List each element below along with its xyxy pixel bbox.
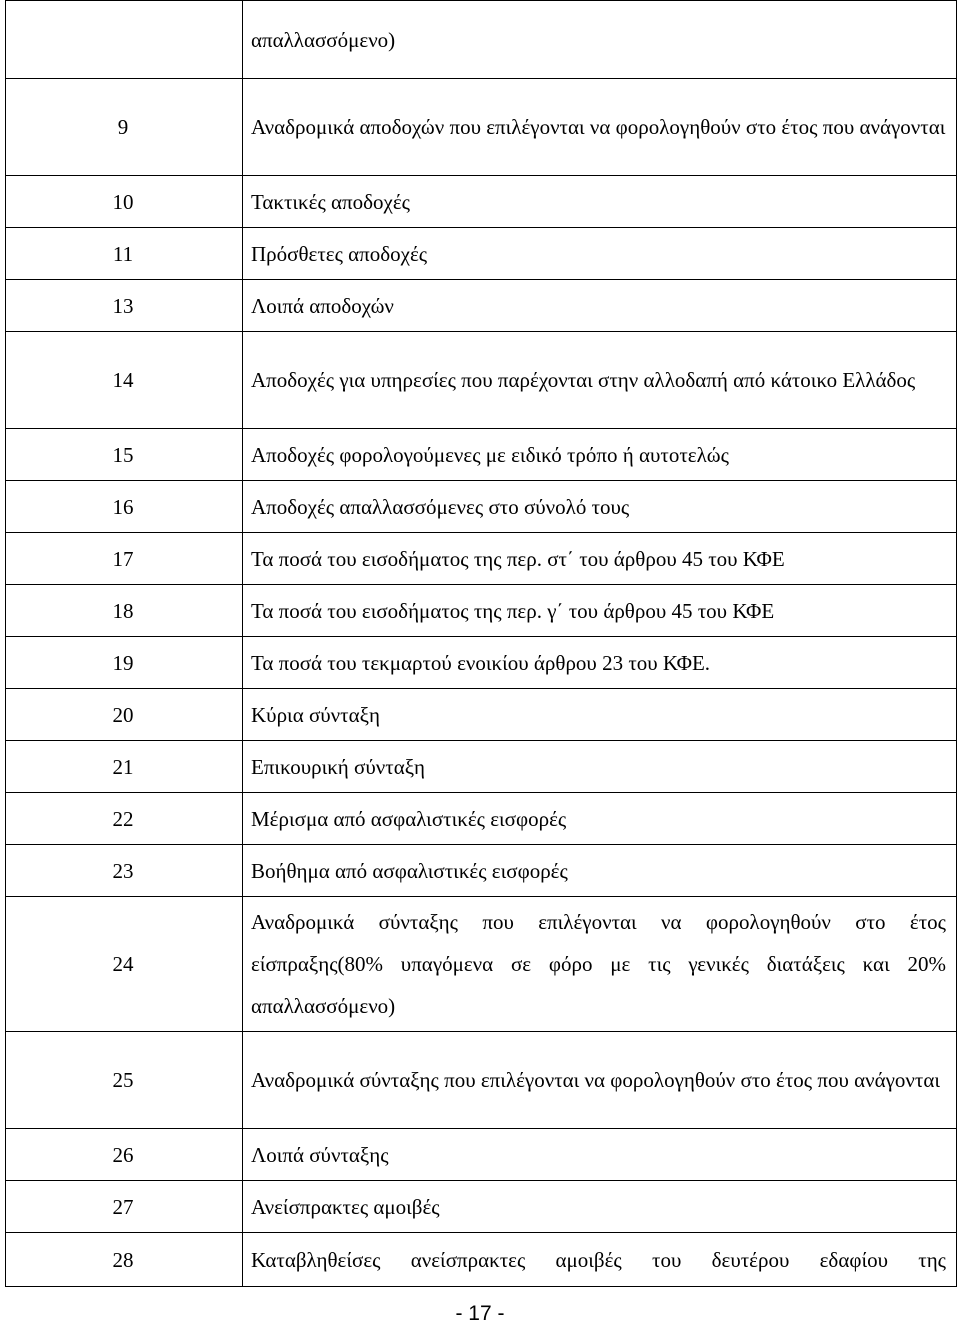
description-cell: Βοήθημα από ασφαλιστικές εισφορές — [243, 845, 957, 897]
code-cell: 28 — [6, 1233, 243, 1287]
description-cell: Τα ποσά του τεκμαρτού ενοικίου άρθρου 23 του ΚΦΕ. — [243, 637, 957, 689]
description-cell: Πρόσθετες αποδοχές — [243, 228, 957, 280]
table-row — [6, 533, 957, 585]
code-cell: 13 — [6, 280, 243, 332]
code-cell: 24 — [6, 897, 243, 1032]
description-cell: Αναδρομικά σύνταξης που επιλέγονται να φορολογηθούν στο έτος είσπραξης(80% υπαγόμενα σε φόρο με τις γενικές διατάξεις και 20% απαλλασσόμενο) — [243, 897, 957, 1032]
description-cell: Αναδρομικά αποδοχών που επιλέγονται να φορολογηθούν στο έτος που ανάγονται — [243, 79, 957, 176]
table-row — [6, 228, 957, 280]
description-cell: Λοιπά σύνταξης — [243, 1129, 957, 1181]
table-row — [6, 1129, 957, 1181]
description-cell: Καταβληθείσες ανείσπρακτες αμοιβές του δευτέρου εδαφίου της — [243, 1233, 957, 1287]
code-cell: 22 — [6, 793, 243, 845]
description-cell: Αποδοχές φορολογούμενες με ειδικό τρόπο ή αυτοτελώς — [243, 429, 957, 481]
table-row — [6, 1233, 957, 1287]
table-row — [6, 741, 957, 793]
table-row — [6, 585, 957, 637]
description-cell: Λοιπά αποδοχών — [243, 280, 957, 332]
code-cell: 25 — [6, 1032, 243, 1129]
code-cell: 14 — [6, 332, 243, 429]
table-row — [6, 793, 957, 845]
page-number: - 17 - — [455, 1302, 505, 1325]
description-cell: Επικουρική σύνταξη — [243, 741, 957, 793]
code-cell: 9 — [6, 79, 243, 176]
code-cell: 16 — [6, 481, 243, 533]
code-cell: 21 — [6, 741, 243, 793]
description-cell: Τακτικές αποδοχές — [243, 176, 957, 228]
description-cell: Αποδοχές απαλλασσόμενες στο σύνολό τους — [243, 481, 957, 533]
code-cell: 11 — [6, 228, 243, 280]
description-cell: Αποδοχές για υπηρεσίες που παρέχονται στην αλλοδαπή από κάτοικο Ελλάδος — [243, 332, 957, 429]
code-cell — [6, 1, 243, 79]
codes-table — [5, 0, 957, 1287]
description-cell: Ανείσπρακτες αμοιβές — [243, 1181, 957, 1233]
description-cell: Τα ποσά του εισοδήματος της περ. στ΄ του άρθρου 45 του ΚΦΕ — [243, 533, 957, 585]
description-cell: απαλλασσόμενο) — [243, 1, 957, 79]
table-row — [6, 429, 957, 481]
code-cell: 17 — [6, 533, 243, 585]
code-cell: 15 — [6, 429, 243, 481]
description-cell: Μέρισμα από ασφαλιστικές εισφορές — [243, 793, 957, 845]
table-row — [6, 481, 957, 533]
table-row — [6, 637, 957, 689]
table-row — [6, 176, 957, 228]
code-cell: 10 — [6, 176, 243, 228]
code-cell: 20 — [6, 689, 243, 741]
codes-table-body — [6, 1, 957, 1287]
table-row — [6, 897, 957, 1032]
code-cell: 27 — [6, 1181, 243, 1233]
table-row — [6, 689, 957, 741]
description-cell: Κύρια σύνταξη — [243, 689, 957, 741]
description-cell: Τα ποσά του εισοδήματος της περ. γ΄ του άρθρου 45 του ΚΦΕ — [243, 585, 957, 637]
table-row — [6, 332, 957, 429]
code-cell: 18 — [6, 585, 243, 637]
table-row — [6, 845, 957, 897]
description-cell: Αναδρομικά σύνταξης που επιλέγονται να φορολογηθούν στο έτος που ανάγονται — [243, 1032, 957, 1129]
table-row — [6, 280, 957, 332]
table-row — [6, 1, 957, 79]
code-cell: 23 — [6, 845, 243, 897]
table-row — [6, 79, 957, 176]
code-cell: 26 — [6, 1129, 243, 1181]
table-row — [6, 1181, 957, 1233]
table-row — [6, 1032, 957, 1129]
code-cell: 19 — [6, 637, 243, 689]
